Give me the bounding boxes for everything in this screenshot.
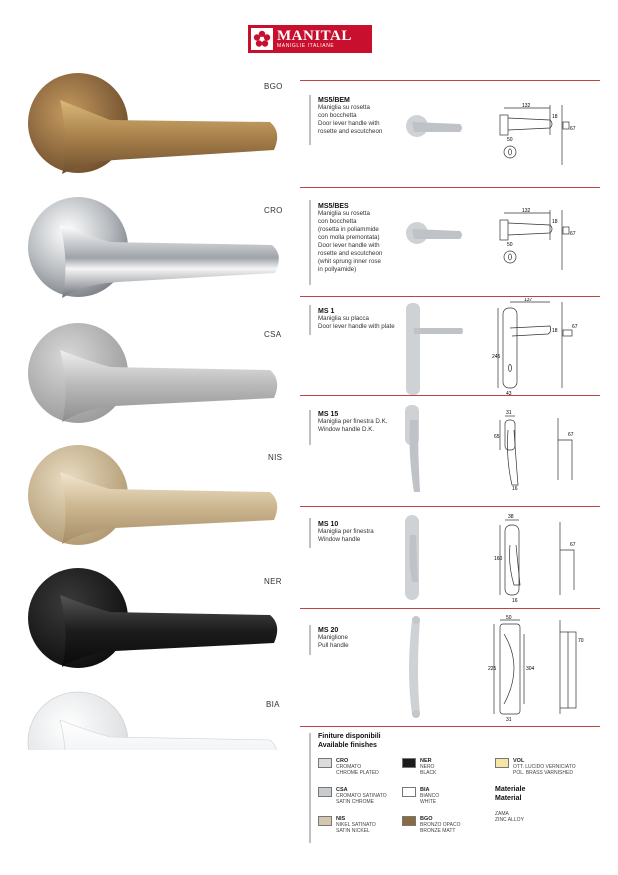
finish-label-ner: NER [264, 577, 282, 586]
svg-text:18: 18 [552, 114, 558, 120]
finish-swatch-ner: NER NERO BLACK [402, 758, 436, 776]
svg-text:70: 70 [578, 638, 584, 644]
brand-tagline: MANIGLIE ITALIANE [277, 43, 335, 49]
section-bar [309, 200, 311, 285]
flower-logo-icon [251, 28, 273, 50]
swatch-cro [318, 758, 332, 768]
svg-text:225: 225 [488, 666, 497, 672]
svg-text:18: 18 [552, 219, 558, 225]
svg-text:67: 67 [570, 231, 576, 237]
svg-text:137: 137 [524, 298, 533, 303]
swatch-bia [402, 787, 416, 797]
swatch-ner [402, 758, 416, 768]
handle-ner [28, 568, 277, 668]
svg-text:50: 50 [507, 242, 513, 248]
handle-cro [28, 197, 279, 298]
product-code: MS 10 [318, 521, 339, 528]
finish-label-cro: CRO [264, 206, 283, 215]
divider-line [300, 80, 600, 81]
handle-bia [28, 692, 277, 750]
svg-text:160: 160 [494, 556, 503, 562]
section-bar [309, 733, 311, 843]
handle-bgo [28, 73, 277, 174]
section-bar [309, 305, 311, 335]
svg-text:50: 50 [506, 615, 512, 621]
swatch-nis [318, 816, 332, 826]
product-ms5-bes-drawing [400, 205, 600, 275]
handle-csa [28, 323, 277, 423]
svg-text:67: 67 [570, 126, 576, 132]
product-ms-20 [318, 627, 408, 650]
svg-text:31: 31 [506, 410, 512, 416]
finish-swatch-bgo: BGO BRONZO OPACO BRONZE MATT [402, 816, 460, 834]
product-ms-1 [318, 308, 408, 331]
section-bar [309, 625, 311, 655]
handle-finish-photos [0, 70, 300, 750]
svg-text:50: 50 [507, 137, 513, 143]
swatch-vol [495, 758, 509, 768]
product-code: MS5/BEM [318, 97, 350, 104]
svg-text:67: 67 [572, 324, 578, 330]
product-ms5-bem-drawing [400, 100, 600, 170]
finish-swatch-nis: NIS NIKEL SATINATO SATIN NICKEL [318, 816, 376, 834]
svg-text:31: 31 [506, 717, 512, 722]
product-code: MS5/BES [318, 203, 349, 210]
divider-line [300, 187, 600, 188]
finish-label-nis: NIS [268, 453, 283, 462]
product-desc: Maniglia per finestra Window handle [318, 528, 374, 543]
divider-line [300, 726, 600, 727]
svg-text:16: 16 [512, 598, 518, 604]
product-ms5-bes [318, 203, 408, 274]
finish-swatch-cro: CRO CROMATO CHROME PLATED [318, 758, 379, 776]
finish-label-bgo: BGO [264, 82, 283, 91]
finish-swatch-csa: CSA CROMATO SATINATO SATIN CHROME [318, 787, 387, 805]
section-bar [309, 518, 311, 548]
product-desc: Maniglione Pull handle [318, 634, 349, 649]
finish-swatch-bia: BIA BIANCO WHITE [402, 787, 439, 805]
product-ms-10-drawing [400, 510, 600, 605]
svg-text:132: 132 [522, 208, 531, 214]
product-desc: Maniglia su rosetta con bocchetta (rosetta in poliammide con molla premontata) Door lever handle with rosette and escutcheon (whit sprung inner rose in pollyamide) [318, 210, 383, 273]
manital-logo [248, 25, 372, 53]
svg-text:18: 18 [552, 328, 558, 334]
finish-label-csa: CSA [264, 330, 282, 339]
brand-name: MANITAL [277, 28, 352, 44]
swatch-csa [318, 787, 332, 797]
product-ms-10 [318, 521, 408, 544]
svg-text:38: 38 [508, 514, 514, 520]
product-ms-1-drawing [400, 298, 600, 398]
section-bar [309, 95, 311, 145]
product-ms-20-drawing [400, 612, 600, 722]
svg-text:304: 304 [526, 666, 535, 672]
svg-text:67: 67 [568, 432, 574, 438]
finish-swatch-vol: VOL OTT. LUCIDO VERNICIATO POL. BRASS VARNISHED [495, 758, 576, 776]
swatch-bgo [402, 816, 416, 826]
product-code: MS 20 [318, 627, 339, 634]
svg-text:43: 43 [506, 391, 512, 397]
svg-text:16: 16 [512, 486, 518, 492]
product-desc: Maniglia su rosetta con bocchetta Door lever handle with rosette and escutcheon [318, 104, 383, 135]
product-ms-15 [318, 411, 408, 434]
product-desc: Maniglia per finestra D.K. Window handle D.K. [318, 418, 388, 433]
finish-label-bia: BIA [266, 700, 280, 709]
product-ms-15-drawing [400, 400, 600, 500]
product-code: MS 15 [318, 411, 339, 418]
section-bar [309, 410, 311, 445]
product-code: MS 1 [318, 308, 335, 315]
material-section: Materiale Material ZAMA ZINC ALLOY [495, 786, 526, 823]
product-desc: Maniglia su placca Door lever handle with plate [318, 315, 395, 330]
divider-line [300, 608, 600, 609]
dim-label: 132 [522, 103, 531, 109]
handle-nis [28, 445, 277, 545]
divider-line [300, 296, 600, 297]
product-ms5-bem [318, 97, 408, 136]
divider-line [300, 506, 600, 507]
available-finishes-title: Finiture disponibili Available finishes [318, 733, 381, 749]
svg-text:245: 245 [492, 354, 501, 360]
svg-text:65: 65 [494, 434, 500, 440]
svg-text:67: 67 [570, 542, 576, 548]
